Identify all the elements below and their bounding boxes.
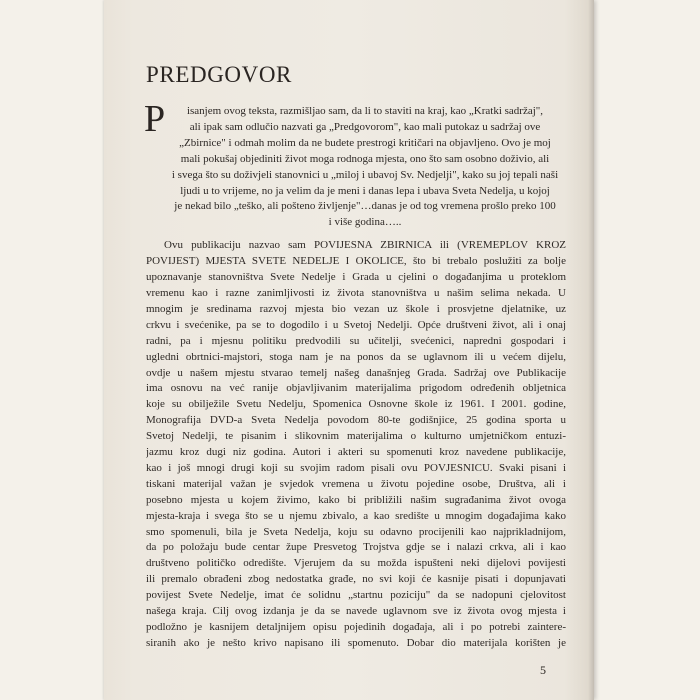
text-line: POVIJEST) MJESTA SVETE NEDELJE I OKOLICE, što bi trebalo poslužiti za bolje	[146, 255, 566, 268]
text-line: ovdje u našem mjestu stvarao temelj našeg današnjeg Grada. Sadržaj ove Publikacije	[146, 366, 566, 379]
text-line: i više godina…..	[328, 216, 402, 229]
text-line: i svega što su doživjeli stanovnici u „miloj i ubavoj Sv. Nedjelji", kako su joj tepali naši	[171, 168, 559, 181]
text-line: kao i još mnogi drugi koji su svojim radom pisali ovu POVJESNICU. Svaki pisani i	[146, 461, 566, 474]
text-line: je nekad bilo „teško, ali pošteno življenje"…danas je od tog vremena prošlo preko 100	[174, 200, 556, 213]
text-line: ima osnovu na već ranije objavljivanim materijalima prigodom određenih obljetnica	[146, 382, 566, 395]
text-line: podložno je kasnijem detaljnijem opisu pojedinih događaja, ali i po potrebi zaintere-	[146, 621, 566, 633]
text-line: da po položaju bude centar župe Presvetog Trojstva gdje se i nalazi crkva, ali i kao	[146, 541, 566, 554]
text-line: posebno mjesta u kojem živimo, kako bi približili našim sugrađanima život ovoga	[146, 493, 566, 506]
text-line: smo spomenuli, bila je Sveta Nedelja, koju su odavno procijenili kao najprikladnijom,	[146, 525, 566, 538]
text-line: jazmu kroz dugi niz godina. Autori i akteri su spomenuti kroz navedene publikacije,	[146, 446, 566, 459]
page-number: 5	[540, 663, 546, 677]
paragraph-intro	[144, 98, 566, 231]
text-line: društveno političko odredište. Vjerujem da su možda ispušteni neki dijelovi povijesti	[146, 557, 566, 570]
page-edge-shadow	[588, 0, 594, 700]
text-line: povijest Svete Nedelje, imat će solidnu „startnu poziciju" da se nadopuni cjelovitost	[146, 589, 566, 602]
text-line: tiskani materijal važan je svjedok vremena u životu pojedine osobe, Društva, ali i	[146, 477, 566, 490]
text-line: radni, pa i mjesnu politiku predvodili su učitelji, svećenici, napredni gospodari i	[146, 334, 566, 347]
text-line: mjesta-kraja i svega što se u njemu zbivalo, a kao središte u mnogim događajima kako	[146, 509, 566, 522]
paragraph-main	[146, 238, 566, 652]
drop-cap: P	[144, 98, 166, 140]
text-line: ali ipak sam odlučio nazvati ga „Predgovorom", kao mali putokaz u sadržaj ove	[189, 120, 541, 133]
text-line: ugledni obrtnici-majstori, stoga nam je na ponos da se uglavnom ili u većem dijelu,	[146, 350, 566, 363]
text-line: ili premalo obrađeni zbog nedostatka građe, no svi koji će kasnije pisati i dopunjavati	[146, 573, 566, 586]
text-line: koje su obilježile Svetu Nedelju, Spomenica Osnovne škole iz 1961. I 2001. godine,	[146, 398, 566, 411]
text-line: upoznavanje stanovništva Svete Nedelje i Grada u cjelini o događanjima u proteklom	[146, 271, 566, 284]
text-line: našega kraja. Cilj ovog izdanja je da se navede uglavnom sve iz života ovog mjesta i	[146, 605, 566, 618]
text-line: Svetoj Nedelji, te pisanim i slikovnim materijalima o kulturno umjetničkom entuzi-	[146, 430, 566, 443]
text-line: siranih ako je nešto krivo napisano ili spomenuto. Dobar dio materijala korišten je	[146, 636, 566, 649]
text-line: vremenu kao i razne zanimljivosti iz života stanovništva u našim selima nekada. U	[146, 286, 566, 299]
text-line: crkvu i svećenike, pa se to dogodilo i u Svetoj Nedelji. Opće društveni život, ali i onaj	[146, 318, 566, 331]
text-line: mnogim je sredinama razvoj mjesta bio vezan uz škole i prosvjetne djelatnike, uz	[146, 302, 566, 315]
text-line: Monografija DVD-a Sveta Nedelja povodom 80-te godišnjice, 25 godina sporta u	[146, 414, 566, 427]
text-line: Ovu publikaciju nazvao sam POVIJESNA ZBIRNICA ili (VREMEPLOV KROZ	[164, 239, 566, 252]
text-line: isanjem ovog teksta, razmišljao sam, da li to staviti na kraj, kao „Kratki sadržaj",	[186, 105, 544, 117]
text-line: „Zbirnice" i odmah molim da ne budete prestrogi kritičari na objavljeno. Ovo je moj	[179, 136, 551, 149]
body-text	[144, 98, 566, 652]
text-line: mali pokušaj objediniti život moga rodnoga mjesta, ono što sam osobno doživio, ali	[180, 152, 550, 165]
page-heading: PREDGOVOR	[146, 62, 292, 87]
text-line: ljudi u to vrijeme, no ja velim da je meni i danas lepa i ubava Sveta Nedelja, u kojoj	[180, 184, 550, 197]
book-page	[104, 0, 594, 700]
